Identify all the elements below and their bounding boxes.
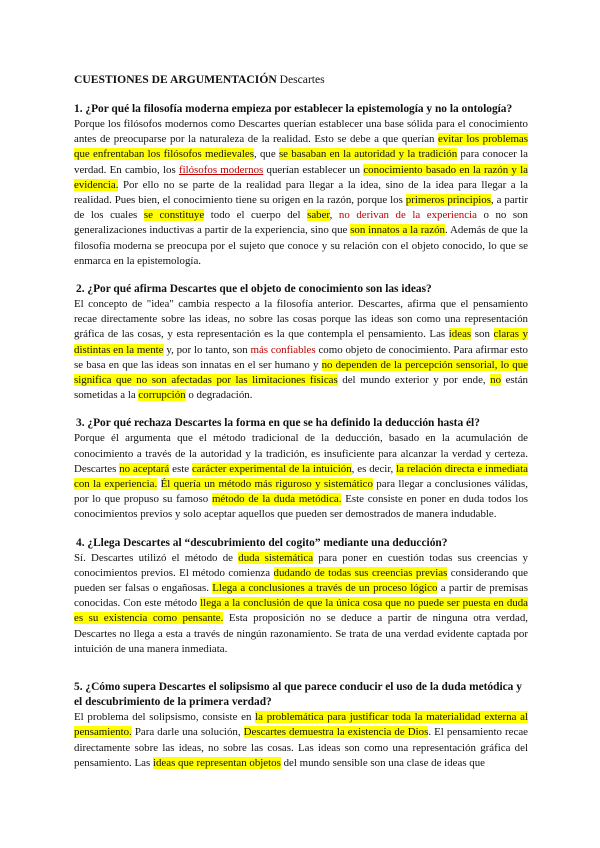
text-run: , [329, 209, 339, 222]
question-heading: 3. ¿Por qué rechaza Descartes la forma en que se ha definido la deducción hasta él? [76, 417, 480, 430]
text-run: son [471, 328, 494, 341]
text-run: a partir de premisas conocidas. Con este método [74, 582, 528, 610]
text-run: Esta proposición no se deduce a partir de ninguna otra verdad, Descartes no llega a esta a través de ningún razonamiento. Se trata de una verdad evidente captada por intuición de una manera inmediata. [74, 612, 528, 655]
question-heading: 1. ¿Por qué la filosofía moderna empieza por establecer la epistemología y no la ontología? [74, 103, 513, 115]
highlighted-text: ideas que representan objetos [152, 756, 281, 769]
text-run: o degradación. [185, 389, 253, 402]
text-run: este [169, 462, 192, 475]
text-run: querían establecer un [263, 163, 364, 176]
answer-paragraph [74, 551, 528, 657]
text-run: Porque los filósofos modernos como Descartes querían establecer una base sólida para el conocimiento antes de preocuparse por la naturaleza de la realidad. Esto se debe a que querían [74, 118, 528, 146]
question-heading: 5. ¿Cómo supera Descartes el solipsismo al que parece conducir el uso de la duda metódica y el descubrimiento de la primera verdad? [74, 681, 522, 709]
highlighted-text: dudando de todas sus creencias previas [273, 566, 448, 579]
highlighted-text: claras y distintas en la mente [74, 328, 529, 356]
answer-paragraph [74, 710, 528, 771]
section-2 [74, 282, 528, 403]
highlighted-text: llega a la conclusión de que la única cosa que no puede ser puesta en duda es su existencia como pensante. [74, 597, 528, 625]
text-run: Este consiste en poner en duda todos los conocimientos previos y solo aceptar aquellos que pueden ser demostrados de manera indudable. [74, 493, 528, 521]
red-text: filósofos modernos [178, 163, 264, 176]
text-run: para conocer la verdad. En cambio, los [74, 148, 529, 176]
text-run: y, por lo tanto, son [163, 343, 251, 356]
highlighted-text: saber [307, 209, 330, 222]
red-text: más confiables [250, 343, 316, 356]
answer-paragraph [74, 297, 528, 403]
answer-paragraph [74, 431, 528, 522]
text-run: o no son generalizaciones inductivas a partir de la experiencia, sino que [74, 209, 529, 237]
text-run: , a partir de los cuales [74, 194, 528, 222]
text-run: como objeto de conocimiento. Para afirmar esto se basa en que las ideas son innatas en el ser humano y [74, 343, 528, 371]
text-run: para poner en cuestión todas sus creencias y conocimientos previos. El método comienza [74, 551, 529, 579]
highlighted-text: la relación directa e inmediata con la experiencia. [74, 462, 528, 491]
highlighted-text: Él quería un método más riguroso y sistemático [160, 478, 373, 491]
highlighted-text: Llega a conclusiones a través de un proceso lógico [212, 582, 438, 595]
highlighted-text: corrupción [138, 389, 186, 402]
text-run: Para darle una solución, [131, 726, 244, 739]
text-run: El problema del solipsismo, consiste en [74, 711, 256, 724]
text-run: Por ello no se parte de la realidad para llegar a la idea, sino de la idea para llegar a la realidad. Pues bien, el conocimiento tiene su origen en la razón, porque los [74, 178, 528, 207]
text-run: , que [253, 148, 279, 161]
highlighted-text: Descartes demuestra la existencia de Dios [243, 726, 429, 739]
text-run: El concepto de "idea" cambia respecto a la filosofía anterior. Descartes, afirma que el pensamiento recae directamente sobre las ideas, no sobre las cosas porque las ideas son como una representación gráfica de las cosas, y esta representación es la que contempla el pensamiento. Las [74, 298, 528, 341]
sections-container [74, 102, 528, 771]
question-heading: 4. ¿Llega Descartes al “descubrimiento del cogito” mediante una deducción? [76, 536, 448, 549]
section-3 [74, 416, 528, 522]
highlighted-text: no aceptará [119, 462, 170, 475]
highlighted-text: conocimiento basado en la razón y la evidencia. [74, 163, 528, 191]
text-run: para llegar a conclusiones válidas, por lo que propuso su famoso [74, 478, 528, 506]
section-1 [74, 102, 528, 269]
text-run: del mundo sensible son una clase de ideas que [280, 756, 486, 769]
highlighted-text: primeros principios [405, 194, 491, 207]
highlighted-text: carácter experimental de la intuición [191, 462, 352, 475]
text-run: Sí. Descartes utilizó el método de [74, 551, 239, 564]
highlighted-text: no [490, 374, 502, 387]
text-run: . El pensamiento recae directamente sobre las ideas, no sobre las cosas. Las ideas son como una representación gráfica del pensamiento. Las [74, 726, 528, 769]
highlighted-text: ideas [448, 328, 472, 341]
highlighted-text: no dependen de la percepción sensorial, lo que significa que no son afectadas por las limitaciones físicas [74, 358, 528, 387]
text-run: están sometidas a la [74, 374, 528, 402]
highlighted-text: son innatos a la razón [350, 224, 445, 237]
highlighted-text: la problemática para justificar toda la materialidad externa al pensamiento. [74, 711, 529, 739]
question-heading: 2. ¿Por qué afirma Descartes que el objeto de conocimiento son las ideas? [76, 283, 432, 296]
highlighted-text: duda sistemática [238, 551, 314, 564]
document-title [74, 72, 528, 88]
title-author: Descartes [276, 73, 325, 86]
section-4 [74, 536, 528, 657]
highlighted-text: se basaban en la autoridad y la tradición [278, 148, 458, 161]
text-run: , es decir, [351, 462, 397, 475]
spacer [74, 670, 528, 680]
section-5 [74, 680, 528, 771]
text-run: considerando que pueden ser falsas o engañosas. [74, 566, 528, 595]
text-run: Porque él argumenta que el método tradicional de la deducción, basado en la acumulación de conocimiento a través de la autoridad y la tradición, es insuficiente para alcanzar la verdad y certeza. Descartes [74, 432, 528, 475]
highlighted-text: evitar los problemas que enfrentaban los filósofos medievales [74, 133, 528, 161]
text-run: del mundo exterior y por ende, [337, 374, 491, 387]
text-run: todo el cuerpo del [204, 209, 308, 222]
answer-paragraph [74, 117, 528, 269]
text-run: . Además de que la filosofía moderna se preocupa por el sujeto que conoce y su relación con el objeto conocido, lo que se enmarca en la epistemología. [74, 224, 529, 267]
highlighted-text: método de la duda metódica. [211, 493, 342, 506]
red-text: no derivan de la experiencia [338, 209, 477, 222]
highlighted-text: se constituye [143, 209, 205, 222]
title-bold: CUESTIONES DE ARGUMENTACIÓN [74, 73, 277, 86]
